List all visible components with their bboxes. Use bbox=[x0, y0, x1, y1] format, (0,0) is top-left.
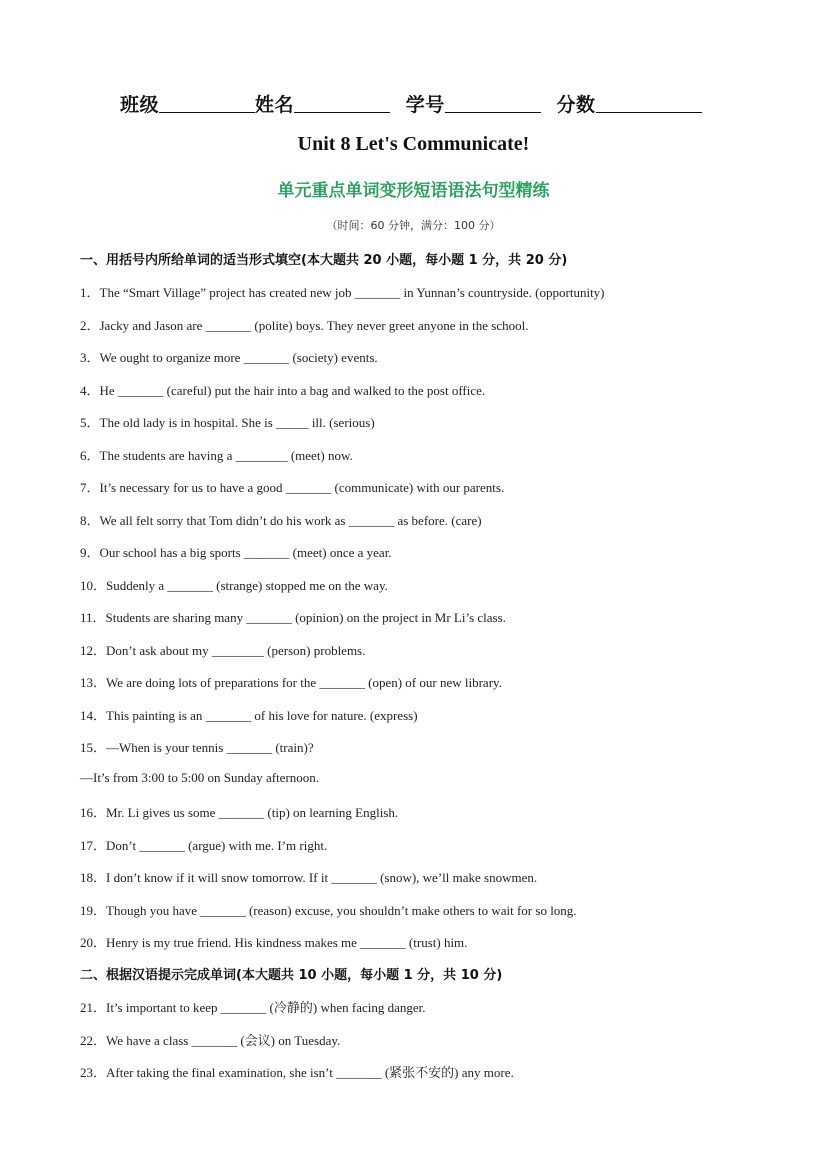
class-blank bbox=[159, 94, 255, 113]
question-item: 17．Don’t _______ (argue) with me. I’m right. bbox=[80, 838, 328, 853]
question-item: 2．Jacky and Jason are _______ (polite) boys. They never greet anyone in the school. bbox=[80, 318, 529, 333]
question-item: 6．The students are having a ________ (meet) now. bbox=[80, 448, 353, 463]
question-item: 19．Though you have _______ (reason) excuse, you shouldn’t make others to wait for so long. bbox=[80, 903, 577, 918]
question-item: 12．Don’t ask about my ________ (person) problems. bbox=[80, 643, 366, 658]
page-title: Unit 8 Let's Communicate! bbox=[297, 133, 530, 155]
question-item: —It’s from 3:00 to 5:00 on Sunday afternoon. bbox=[80, 770, 320, 785]
question-item: 22．We have a class _______ (会议) on Tuesday. bbox=[80, 1033, 341, 1048]
score-label: 分数 bbox=[556, 95, 596, 116]
question-item: 16．Mr. Li gives us some _______ (tip) on learning English. bbox=[80, 805, 399, 820]
question-item: 5．The old lady is in hospital. She is _____ ill. (serious) bbox=[80, 415, 375, 430]
student-id-blank bbox=[445, 94, 541, 113]
question-item: 9．Our school has a big sports _______ (meet) once a year. bbox=[80, 545, 392, 560]
exam-time-score: （时间：60 分钟，满分：100 分） bbox=[326, 219, 501, 232]
question-item: 8．We all felt sorry that Tom didn’t do his work as _______ as before. (care) bbox=[80, 513, 482, 528]
question-item: 7．It’s necessary for us to have a good _______ (communicate) with our parents. bbox=[80, 480, 505, 495]
question-item: 18．I don’t know if it will snow tomorrow. If it _______ (snow), we’ll make snowmen. bbox=[80, 870, 538, 885]
name-blank bbox=[294, 94, 390, 113]
student-id-label: 学号 bbox=[405, 95, 445, 116]
score-blank bbox=[596, 94, 702, 113]
question-item: 20．Henry is my true friend. His kindness makes me _______ (trust) him. bbox=[80, 935, 468, 950]
student-info-line bbox=[120, 90, 702, 117]
section-heading-1: 一、用括号内所给单词的适当形式填空(本大题共 20 小题，每小题 1 分，共 20 分) bbox=[80, 253, 568, 268]
question-item: 13．We are doing lots of preparations for the _______ (open) of our new library. bbox=[80, 675, 502, 690]
question-item: 14．This painting is an _______ of his love for nature. (express) bbox=[80, 708, 418, 723]
page-subtitle: 单元重点单词变形短语语法句型精练 bbox=[277, 181, 550, 201]
question-item: 15．—When is your tennis _______ (train)? bbox=[80, 740, 314, 755]
question-item: 1．The “Smart Village” project has created new job _______ in Yunnan’s countryside. (opportunity) bbox=[80, 285, 605, 300]
class-label: 班级 bbox=[120, 95, 160, 116]
question-item: 21．It’s important to keep _______ (冷静的) when facing danger. bbox=[80, 1000, 426, 1015]
question-item: 3．We ought to organize more _______ (society) events. bbox=[80, 350, 378, 365]
question-item: 11．Students are sharing many _______ (opinion) on the project in Mr Li’s class. bbox=[80, 610, 506, 625]
name-label: 姓名 bbox=[255, 95, 295, 116]
question-item: 10．Suddenly a _______ (strange) stopped me on the way. bbox=[80, 578, 388, 593]
section-heading-2: 二、根据汉语提示完成单词(本大题共 10 小题，每小题 1 分，共 10 分) bbox=[80, 968, 503, 983]
question-item: 23．After taking the final examination, she isn’t _______ (紧张不安的) any more. bbox=[80, 1065, 514, 1080]
question-item: 4．He _______ (careful) put the hair into a bag and walked to the post office. bbox=[80, 383, 486, 398]
